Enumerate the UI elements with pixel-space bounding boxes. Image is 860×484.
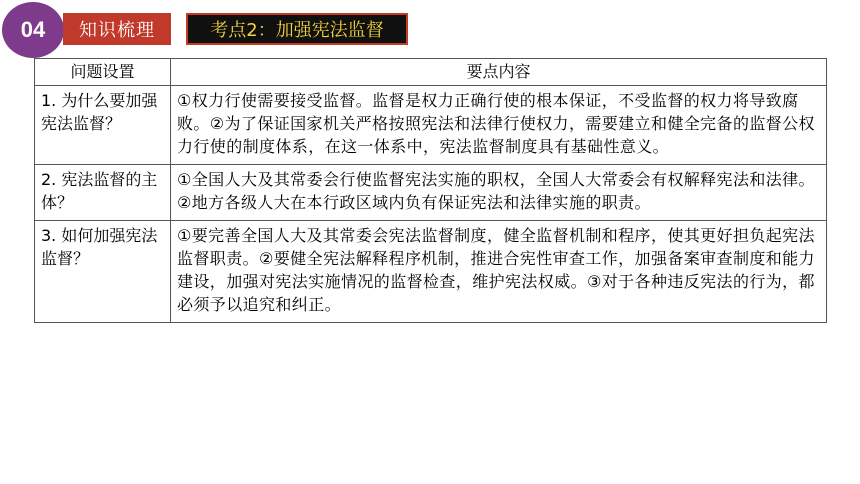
question-cell: 3. 如何加强宪法监督？ (35, 221, 171, 323)
section-label: 知识梳理 (63, 13, 171, 45)
knowledge-table (34, 58, 827, 323)
section-number-badge: 04 (2, 2, 64, 58)
table-header-row (35, 59, 827, 86)
question-cell: 1. 为什么要加强宪法监督？ (35, 86, 171, 165)
table-row (35, 86, 827, 165)
answer-cell (171, 165, 827, 221)
table-row (35, 221, 827, 323)
answer-paragraph: ①全国人大及其常委会行使监督宪法实施的职权，全国人大常委会有权解释宪法和法律。 (177, 170, 815, 189)
answer-paragraph: ②地方各级人大在本行政区域内负有保证宪法和法律实施的职责。 (177, 193, 651, 212)
table-row (35, 165, 827, 221)
topic-title: 考点2：加强宪法监督 (186, 13, 408, 45)
question-cell: 2. 宪法监督的主体？ (35, 165, 171, 221)
column-header-points: 要点内容 (171, 59, 827, 86)
header-bar (0, 0, 860, 58)
answer-cell: ①要完善全国人大及其常委会宪法监督制度，健全监督机制和程序，使其更好担负起宪法监督职责。②要健全宪法解释程序机制，推进合宪性审查工作，加强备案审查制度和能力建设，加强对宪法实施情况的监督检查，维护宪法权威。③对于各种违反宪法的行为，都必须予以追究和纠正。 (171, 221, 827, 323)
column-header-question: 问题设置 (35, 59, 171, 86)
answer-cell: ①权力行使需要接受监督。监督是权力正确行使的根本保证，不受监督的权力将导致腐败。②为了保证国家机关严格按照宪法和法律行使权力，需要建立和健全完备的监督公权力行使的制度体系，在这一体系中，宪法监督制度具有基础性意义。 (171, 86, 827, 165)
